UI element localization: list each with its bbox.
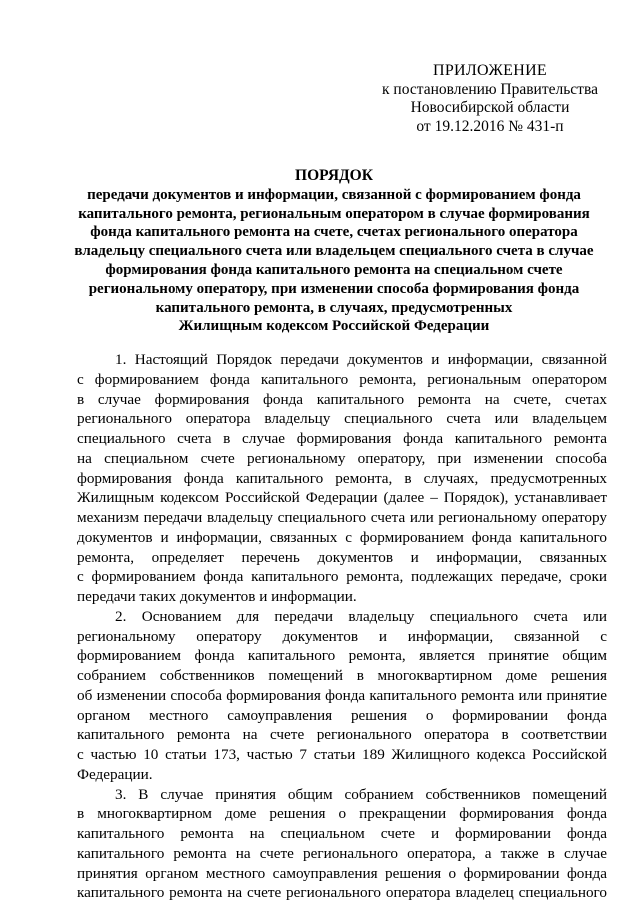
paragraph-line: Жилищным кодексом Российской Федерации (далее – Порядок), устанавливает [77,489,607,507]
appendix-line: от 19.12.2016 № 431-п [416,117,564,135]
paragraph-line: специального счета в случае формирования фонда капитального ремонта [77,430,607,447]
paragraph-line: 3. В случае принятия общим собранием собственников помещений [115,785,607,803]
paragraph-line: Федерации. [77,765,153,783]
paragraph-line: в многоквартирном доме решения о прекращении формирования фонда [77,805,607,823]
paragraph-line: органом местного самоуправления решения о формировании фонда [77,706,607,724]
paragraph-line: капитального ремонта на счете регионального оператора владелец специального [77,884,607,902]
paragraph-line: с формированием фонда капитального ремонта, подлежащих передаче, сроки [77,568,607,586]
title-line: региональному оператору, при изменении способа формирования фонда [88,280,580,297]
appendix-block [340,62,640,136]
paragraph-line: региональному оператору документов и информации, связанной с [77,627,607,645]
title-line: передачи документов и информации, связанной с формированием фонда [87,186,581,203]
paragraph-line: в случае формирования фонда капитального ремонта на счете, счетах [77,390,607,408]
paragraph-line: собранием собственников помещений в многоквартирном доме решения [77,667,607,684]
paragraph-line: ремонта, определяет перечень документов и информации, связанных [77,548,607,566]
document-body [77,350,607,903]
paragraph-2 [77,607,607,785]
paragraph-line: формирования фонда капитального ремонта, в случаях, предусмотренных [77,469,607,487]
document-title [64,167,604,336]
appendix-line: Новосибирской области [410,99,570,116]
paragraph-line: 2. Основанием для передачи владельцу специального счета или [115,607,607,625]
paragraph-3 [77,785,607,904]
paragraph-1 [77,350,607,607]
title-line: Жилищным кодексом Российской Федерации [178,318,490,335]
paragraph-line: с частью 10 статьи 173, частью 7 статьи 189 Жилищного кодекса Российской [77,746,607,763]
paragraph-line: капитального ремонта на специальном счете и формировании фонда [77,825,607,842]
paragraph-line: капитального ремонта на счете регионального оператора, а также в случае [77,844,607,862]
paragraph-line: формированием фонда капитального ремонта, является принятие общим [77,647,607,665]
title-line: фонда капитального ремонта на счете, счетах регионального оператора [90,224,578,241]
paragraph-line: с формированием фонда капитального ремонта, региональным оператором [77,370,607,388]
paragraph-line: 1. Настоящий Порядок передачи документов и информации, связанной [115,351,607,368]
paragraph-line: документов и информации, связанных с формированием фонда капитального [77,528,607,546]
paragraph-line: принятия органом местного самоуправления решения о формировании фонда [77,864,607,882]
paragraph-line: об изменении способа формирования фонда капитального ремонта или принятие [77,686,607,704]
appendix-line: к постановлению Правительства [382,80,598,98]
paragraph-line: механизм передачи владельцу специального счета или региональному оператору [77,509,607,526]
appendix-heading: ПРИЛОЖЕНИЕ [432,62,547,79]
title-line: формирования фонда капитального ремонта на специальном счете [105,261,563,278]
title-heading: ПОРЯДОК [295,167,373,184]
paragraph-line: регионального оператора владельцу специального счета или владельцем [77,410,607,428]
title-line: капитального ремонта, в случаях, предусмотренных [155,299,513,316]
title-line: владельцу специального счета или владельцем специального счета в случае [74,243,594,260]
paragraph-line: передачи таких документов и информации. [77,588,357,605]
title-line: капитального ремонта, региональным оператором в случае формирования [78,205,590,222]
paragraph-line: капитального ремонта на счете регионального оператора в соответствии [77,726,607,744]
paragraph-line: на специальном счете региональному оператору, при изменении способа [77,449,607,467]
